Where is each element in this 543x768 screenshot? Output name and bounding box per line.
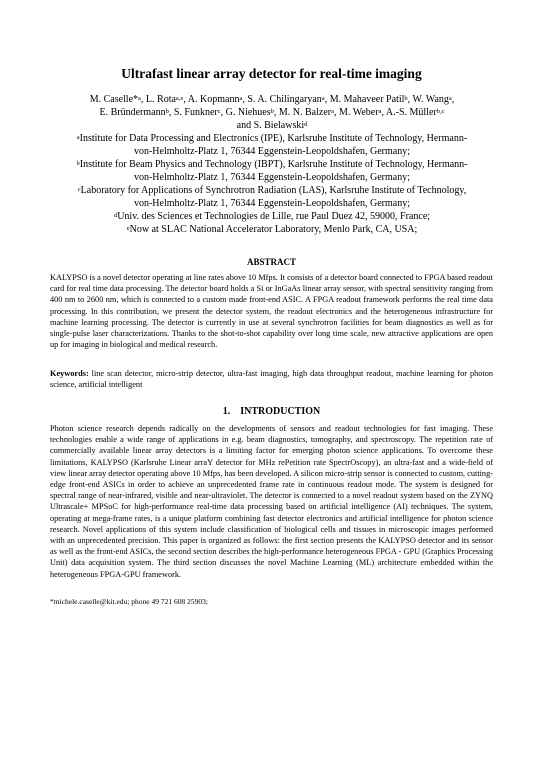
affiliation-list [52,132,492,236]
section-number: 1. [222,406,231,417]
affiliation-line [52,210,492,223]
abstract-heading: ABSTRACT [246,257,296,267]
affiliation-line [52,132,492,145]
affiliation-mark: e [126,225,130,232]
affiliation-line [52,184,492,197]
author-separator: , [168,107,174,118]
author-separator: , [451,94,455,105]
author-name: A. Kopmann [187,94,240,105]
section-title: INTRODUCTION [240,406,321,417]
author-name: A.-S. Müller [385,107,437,118]
author-affiliation-mark: a [138,95,141,102]
author-name: M. Caselle* [89,94,139,105]
author-affiliation-mark: c [217,108,221,115]
author-affiliation-mark: b [270,108,274,115]
author-name: M. Weber [338,107,379,118]
affiliation-mark: a [76,134,80,141]
author-affiliation-mark: a [378,108,382,115]
author-name: W. Wang [412,94,449,105]
author-separator: , [324,94,330,105]
affiliation-line [52,158,492,171]
author-affiliation-mark: b [404,95,408,102]
author-separator: , [333,107,339,118]
affiliation-line [52,197,492,210]
author-separator: , [140,94,146,105]
author-affiliation-mark: a [321,95,325,102]
author-affiliation-mark: a [448,95,452,102]
affiliation-line [52,145,492,158]
affiliation-mark: c [77,186,81,193]
author-name: G. Niehues [225,107,271,118]
author-name: S. Funkner [173,107,218,118]
abstract-text: KALYPSO is a novel detector operating at line rates above 10 Mfps. It consists of a detector board connected to FPGA based readout card for real time data processing. The detector board holds a Si or InGaAs linear array sensor, with spectral sensitivity ranging from 400 nm to 2600 nm, which is connected to a custom made front-end ASIC. A FPGA readout framework performs the real time data processing. In this contribution, we present the detector system, the readout electronics and the heterogeneous infrastructure for machine learning processing. The detector is currently in use at several synchrotron facilities for beam diagnostics as well as for single-pulse laser characterizations. Thanks to the shot-to-shot capability over long time scale, new attractive applications are open up for imaging in biological and medical research. [50,273,493,350]
affiliation-text: Now at SLAC National Accelerator Laboratory, Menlo Park, CA, USA; [129,224,418,235]
affiliation-text: Institute for Data Processing and Electronics (IPE), Karlsruhe Institute of Technology, Hermann- [79,133,468,144]
affiliation-text: Univ. des Sciences et Technologies de Lille, rue Paul Duez 42, 59000, France; [117,211,431,222]
paper-title: Ultrafast linear array detector for real-time imaging [121,66,422,81]
keywords-label: Keywords: [50,369,89,378]
author-name: S. A. Chilingaryan [247,94,322,105]
section-heading [0,406,543,418]
author-separator: , [381,107,386,118]
affiliation-mark: d [113,212,118,219]
author-name: M. N. Balzer [278,107,332,118]
author-separator: , [273,107,279,118]
affiliation-text: von-Helmholtz-Platz 1, 76344 Eggenstein-Leopoldshafen, Germany; [133,146,411,157]
author-separator: , [242,94,248,105]
author-line [52,119,492,132]
affiliation-mark: b [76,160,80,167]
author-affiliation-mark: a,e [175,95,184,102]
author-separator: , [407,94,413,105]
affiliation-line [52,223,492,236]
affiliation-text: Institute for Beam Physics and Technology (IBPT), Karlsruhe Institute of Technology, Hermann- [79,159,468,170]
author-affiliation-mark: d [304,121,308,128]
author-separator: , [183,94,188,105]
author-separator: , [220,107,226,118]
keywords-text: line scan detector, micro-strip detector, ultra-fast imaging, high data throughput readout, machine learning for photon science, artificial intelligent [50,369,493,390]
author-affiliation-mark: b [165,108,169,115]
affiliation-text: von-Helmholtz-Platz 1, 76344 Eggenstein-Leopoldshafen, Germany; [133,172,411,183]
author-name: L. Rota [145,94,176,105]
author-name: and S. Bielawski [236,120,305,131]
footnote: *michele.caselle@kit.edu; phone 49 721 608 25903; [50,597,208,606]
keywords [50,368,493,390]
author-name: E. Bründermann [99,107,166,118]
author-list [52,93,492,132]
author-affiliation-mark: b,c [436,108,445,115]
author-name: M. Mahaveer Patil [329,94,405,105]
introduction-text: Photon science research depends radically on the developments of sensors and readout technologies for fast imaging. These technologies enable a wide range of applications in e.g. beam diagnostics, tomography, and spectroscopy. The repetition rate of commercially available linear array detectors is a limiting factor for emerging photon science applications. To overcome these limitations, KALYPSO (Karlsruhe Linear arraY detector for MHz rePetition rate SpectrOscopy), an ultra-fast and a wide-field of view linear array detector operating above 10 Mfps, has been developed. A silicon micro-strip sensor is connected to custom, cutting-edge front-end ASICs in order to achieve an unprecedented frame rate in continuous readout mode. The system is designed for spectral range of near-infrared, visible and near-ultraviolet. The detector is connected to a novel readout system based on the ZYNQ Ultrascale+ MPSoC for high-performance real-time data processing based on artificial intelligence (AI) techniques. The system, operating at mega-frame rates, is a unique platform combining fast detector electronics and artificial intelligence for photon science research. Novel applications of this system include classification of biological cells and tissues in microscopic images performed with an unprecedented precision. This paper is organized as follows: the first section presents the KALYPSO detector and its sensor as well as the front-end ASICs, the second section describes the high-performance heterogeneous FPGA - GPU (Graphics Processing Unit) data acquisition system. The third section discusses the novel Machine Learning (ML) architecture embedded within the heterogeneous FPGA-GPU framework. [50,424,493,579]
affiliation-line [52,171,492,184]
affiliation-text: Laboratory for Applications of Synchrotron Radiation (LAS), Karlsruhe Institute of Technology, [80,185,467,196]
author-affiliation-mark: a [331,108,334,115]
author-line [52,93,492,106]
affiliation-text: von-Helmholtz-Platz 1, 76344 Eggenstein-Leopoldshafen, Germany; [133,198,411,209]
author-line [52,106,492,119]
author-affiliation-mark: a [239,95,243,102]
